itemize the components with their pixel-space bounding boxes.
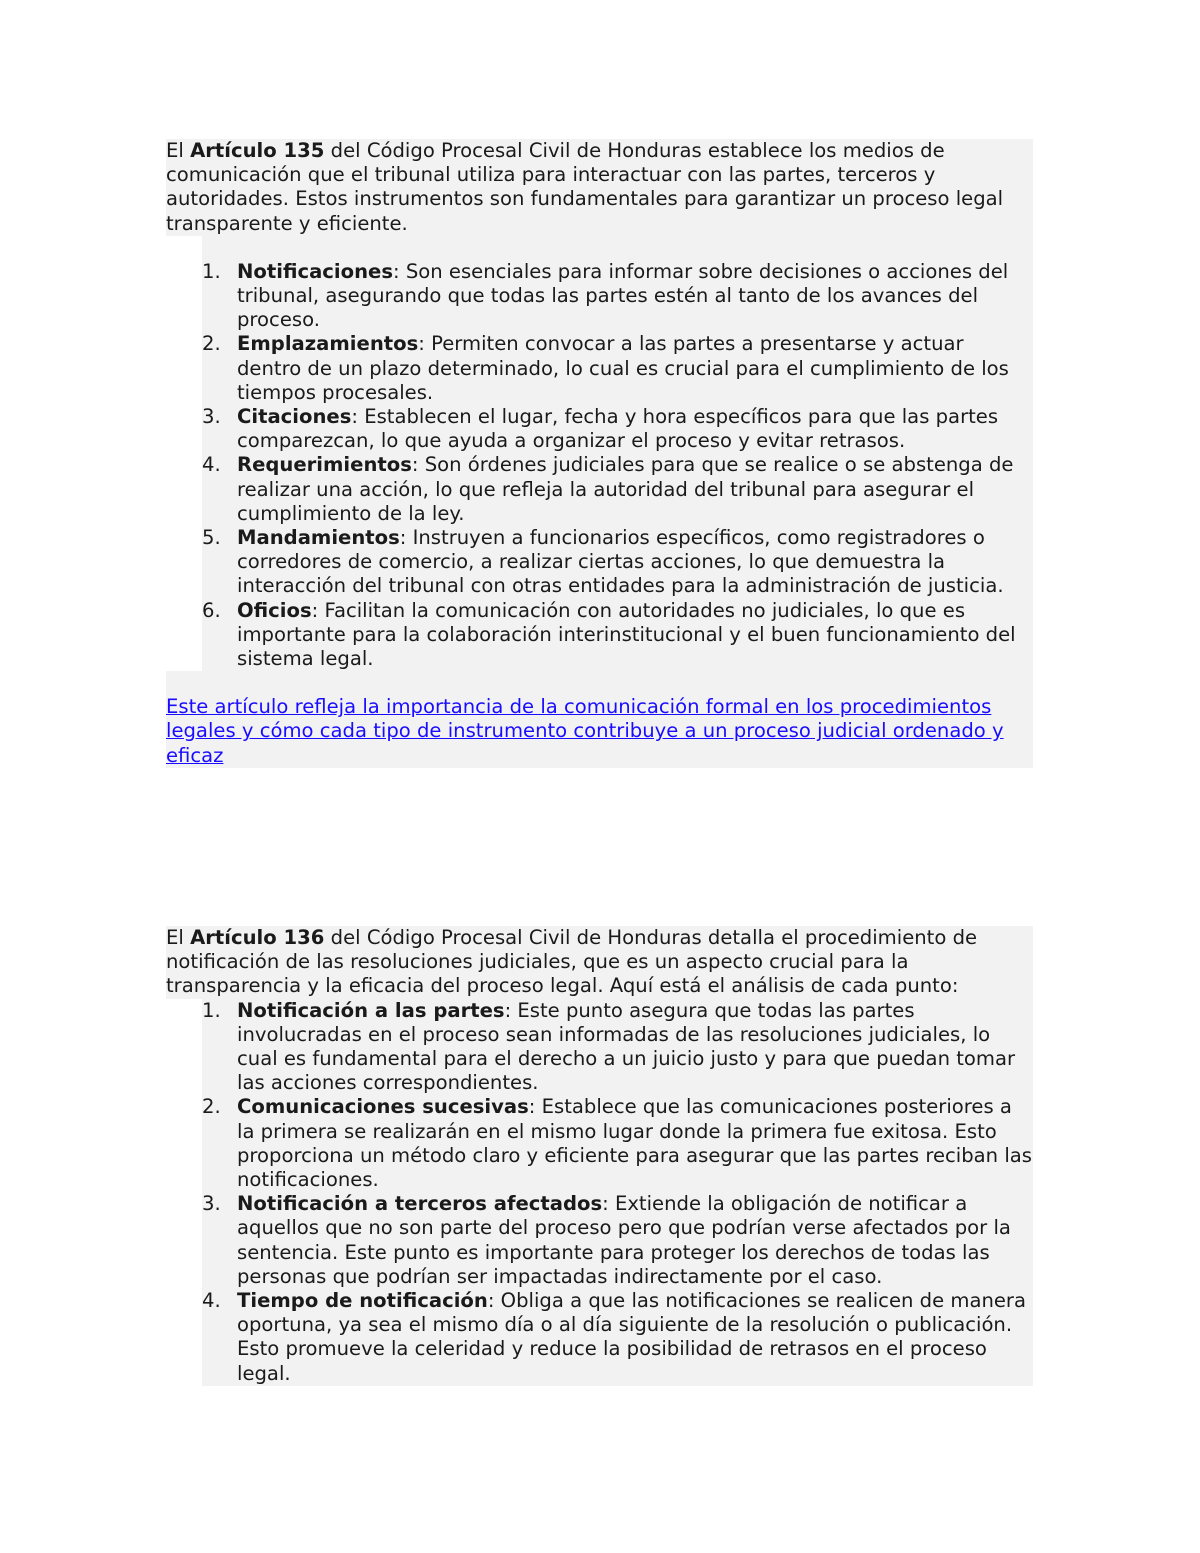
list-item xyxy=(202,1192,1033,1289)
list-item xyxy=(202,1095,1033,1192)
list-item-text: : Instruyen a funcionarios específicos, como registradores o corredores de comercio, a realizar ciertas acciones, lo que demuestra la interacción del tribunal con otras entidades para la administración de justicia. xyxy=(237,526,1004,598)
list-item-number: 1. xyxy=(202,998,221,1022)
list-item xyxy=(202,260,1033,333)
list-item xyxy=(202,332,1033,405)
spacer xyxy=(166,671,1033,695)
list-item-term: Oficios xyxy=(237,598,312,622)
article-135-list xyxy=(202,260,1033,671)
list-item-number: 3. xyxy=(202,1192,221,1216)
list-item-term: Notificación a las partes xyxy=(237,998,505,1022)
list-item-term: Mandamientos xyxy=(237,526,400,550)
article-136-section xyxy=(166,926,1033,1386)
list-item-number: 5. xyxy=(202,526,221,550)
list-item xyxy=(202,999,1033,1096)
spacer xyxy=(202,236,1033,260)
article-136-list xyxy=(202,999,1033,1386)
list-item xyxy=(202,526,1033,599)
list-item-term: Notificación a terceros afectados xyxy=(237,1192,603,1216)
list-item-text: : Extiende la obligación de notificar a aquellos que no son parte del proceso pero que podrían verse afectados por la sentencia. Este punto es importante para proteger los derechos de todas las personas que podrían ser impactadas indirectamente por el caso. xyxy=(237,1192,1011,1288)
intro-text: del Código Procesal Civil de Honduras detalla el procedimiento de notificación de las resoluciones judiciales, que es un aspecto crucial para la transparencia y la eficacia del proceso legal. Aquí está el análisis de cada punto: xyxy=(166,926,978,998)
list-item-number: 1. xyxy=(202,259,221,283)
list-item-term: Tiempo de notificación xyxy=(237,1289,488,1313)
article-136-title: Artículo 136 xyxy=(190,926,325,949)
closing-paragraph xyxy=(166,695,1033,768)
intro-prefix: El xyxy=(166,926,191,949)
list-item-number: 4. xyxy=(202,453,221,477)
article-135-intro xyxy=(166,139,1033,236)
intro-prefix: El xyxy=(166,139,191,162)
list-item-term: Comunicaciones sucesivas xyxy=(237,1095,529,1119)
list-item-text: : Son esenciales para informar sobre decisiones o acciones del tribunal, asegurando que todas las partes estén al tanto de los avances del proceso. xyxy=(237,259,1009,332)
list-item-number: 2. xyxy=(202,332,221,356)
list-item-text: : Obliga a que las notificaciones se realicen de manera oportuna, ya sea el mismo día o al día siguiente de la resolución o publicación. Esto promueve la celeridad y reduce la posibilidad de retrasos en el proceso legal. xyxy=(237,1289,1026,1385)
list-item xyxy=(202,1289,1033,1386)
list-item-number: 6. xyxy=(202,598,221,622)
list-item-text: : Establecen el lugar, fecha y hora específicos para que las partes comparezcan, lo que ayuda a organizar el proceso y evitar retrasos. xyxy=(237,405,999,453)
article-135-title: Artículo 135 xyxy=(190,139,325,162)
list-item-text: : Permiten convocar a las partes a presentarse y actuar dentro de un plazo determinado, lo cual es crucial para el cumplimiento de los tiempos procesales. xyxy=(237,332,1009,404)
list-item-number: 4. xyxy=(202,1289,221,1313)
list-item xyxy=(202,599,1033,672)
list-item-term: Emplazamientos xyxy=(237,332,419,356)
list-item-term: Requerimientos xyxy=(237,453,412,477)
list-item-text: : Facilitan la comunicación con autoridades no judiciales, lo que es importante para la colaboración interinstitucional y el buen funcionamiento del sistema legal. xyxy=(237,598,1016,671)
list-item-number: 3. xyxy=(202,405,221,429)
article-135-section xyxy=(166,139,1033,768)
list-item-number: 2. xyxy=(202,1095,221,1119)
article-136-intro xyxy=(166,926,1033,999)
intro-text: del Código Procesal Civil de Honduras establece los medios de comunicación que el tribunal utiliza para interactuar con las partes, terceros y autoridades. Estos instrumentos son fundamentales para garantizar un proceso legal transparente y eficiente. xyxy=(166,139,1004,235)
list-item-term: Notificaciones xyxy=(237,259,393,283)
closing-link[interactable]: Este artículo refleja la importancia de la comunicación formal en los procedimientos legales y cómo cada tipo de instrumento contribuye a un proceso judicial ordenado y eficaz xyxy=(166,695,1004,767)
list-item xyxy=(202,453,1033,526)
list-item xyxy=(202,405,1033,453)
list-item-term: Citaciones xyxy=(237,405,352,429)
list-item-text: : Este punto asegura que todas las partes involucradas en el proceso sean informadas de las resoluciones judiciales, lo cual es fundamental para el derecho a un juicio justo y para que puedan tomar las acciones correspondientes. xyxy=(237,998,1016,1095)
list-item-text: : Son órdenes judiciales para que se realice o se abstenga de realizar una acción, lo que refleja la autoridad del tribunal para asegurar el cumplimiento de la ley. xyxy=(237,453,1014,525)
list-item-text: : Establece que las comunicaciones posteriores a la primera se realizarán en el mismo lugar donde la primera fue exitosa. Esto proporciona un método claro y eficiente para asegurar que las partes reciban las notificaciones. xyxy=(237,1095,1032,1192)
